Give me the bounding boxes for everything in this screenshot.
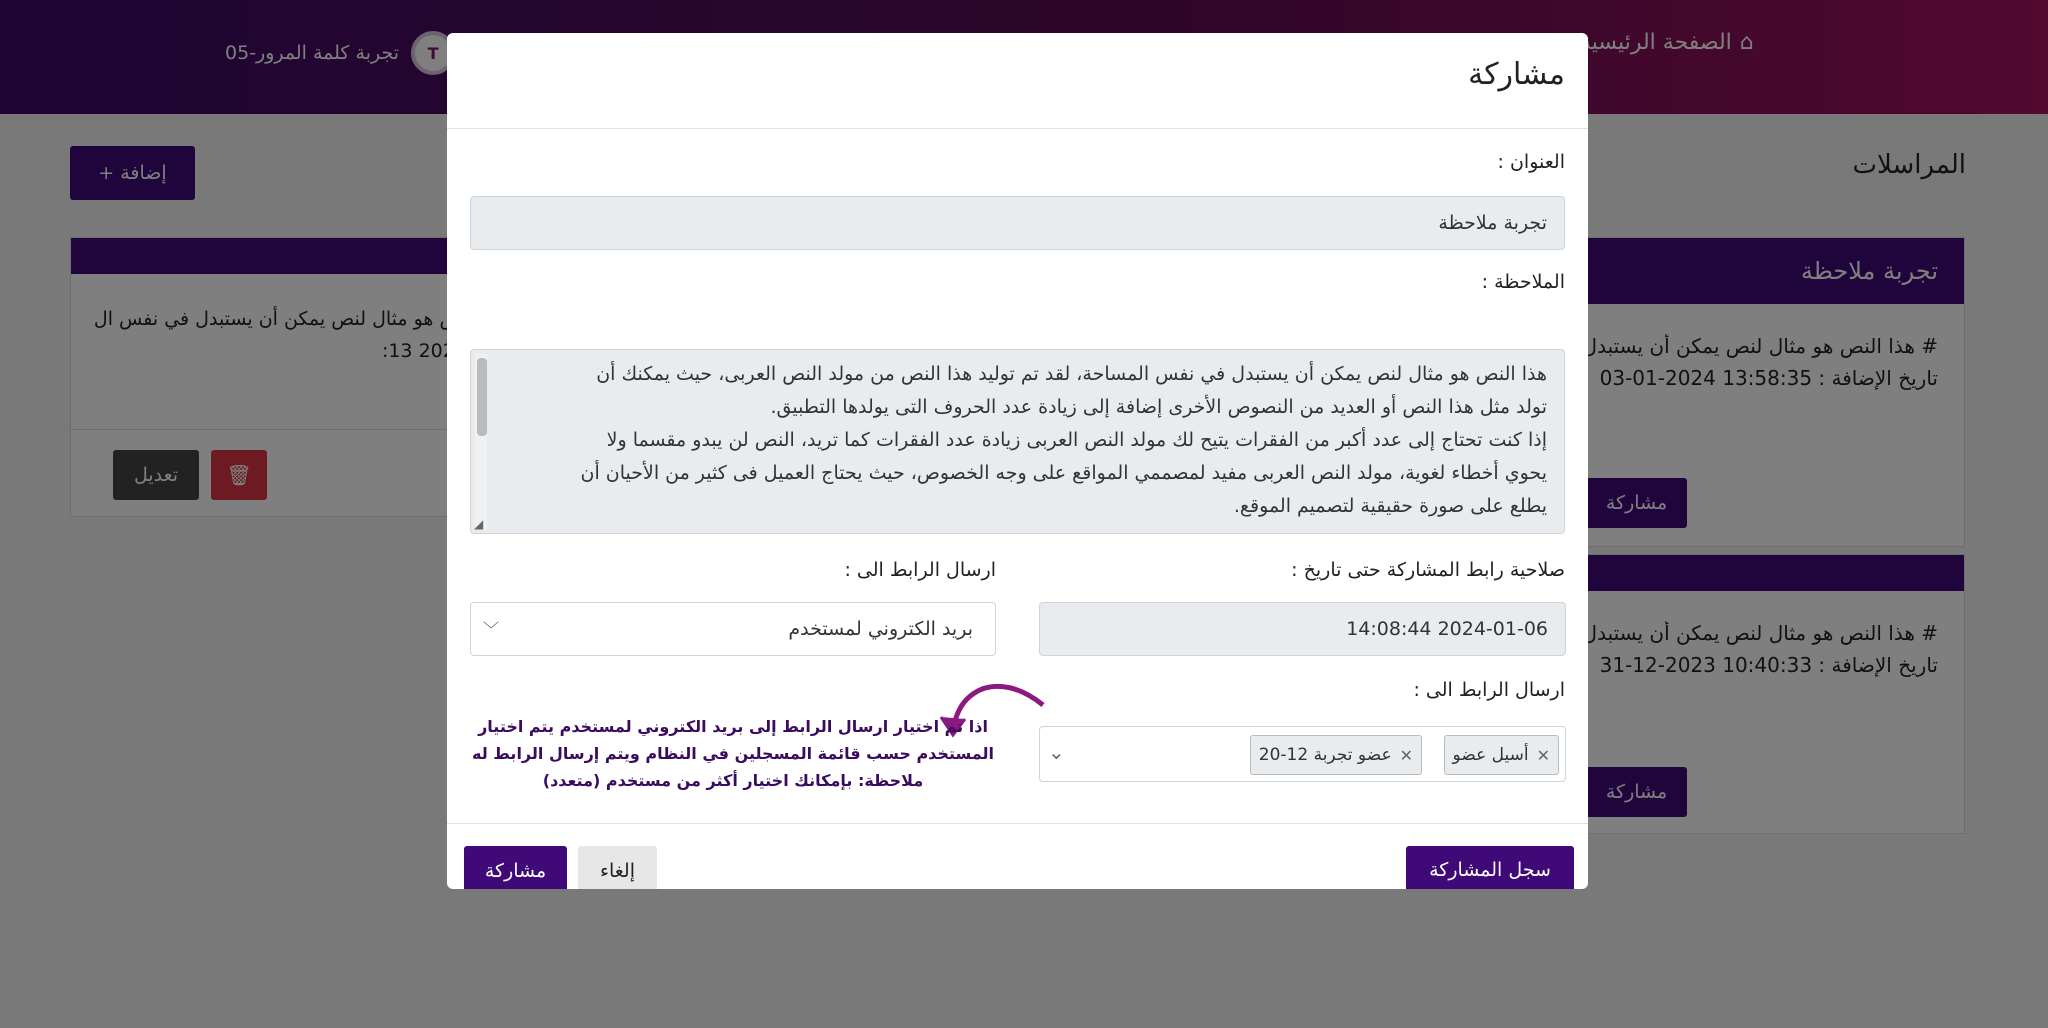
modal-footer <box>447 823 1588 889</box>
title-field: تجربة ملاحظة <box>470 196 1565 250</box>
recipient-tag: ✕ عضو تجربة 12-20 <box>1250 735 1422 775</box>
hint-note: اذا تم اختيار ارسال الرابط إلى بريد الكتروني لمستخدم يتم اختيار المستخدم حسب قائمة المسجلين في النظام ويتم إرسال الرابط له ملاحظة: بإمكانك اختيار أكثر من مستخدم (متعدد) <box>472 717 994 790</box>
send-to-label: ارسال الرابط الى : <box>844 559 996 581</box>
send-to-select[interactable] <box>470 602 996 656</box>
note-label: الملاحظة : <box>1481 271 1565 293</box>
modal-header <box>447 33 1588 129</box>
title-label: العنوان : <box>1497 151 1565 173</box>
share-modal <box>447 33 1588 889</box>
scrollbar-thumb[interactable] <box>477 358 487 436</box>
chevron-down-icon: ﹀ <box>483 620 500 639</box>
recipients-label: ارسال الرابط الى : <box>1413 679 1565 701</box>
validity-label: صلاحية رابط المشاركة حتى تاريخ : <box>1291 559 1565 581</box>
recipients-multiselect[interactable] <box>1039 726 1566 782</box>
recipient-tag: ✕ أسيل عضو <box>1444 735 1559 775</box>
modal-body <box>447 129 1588 823</box>
share-log-button[interactable]: سجل المشاركة <box>1406 846 1574 889</box>
validity-date-input[interactable]: 2024-01-06 14:08:44 <box>1039 602 1566 656</box>
remove-tag-icon[interactable]: ✕ <box>1536 745 1550 765</box>
remove-tag-icon[interactable]: ✕ <box>1399 745 1413 765</box>
chevron-down-icon[interactable]: ⌄ <box>1048 740 1065 764</box>
cancel-button[interactable]: إلغاء <box>578 846 657 889</box>
modal-title: مشاركة <box>1468 57 1565 92</box>
note-text: هذا النص هو مثال لنص يمكن أن يستبدل في نفس المساحة، لقد تم توليد هذا النص من مولد النص العربى، حيث يمكنك أن تولد مثل هذا النص أو العديد من النصوص الأخرى إضافة إلى زيادة عدد الحروف التى يولدها التطبيق. إذا كنت تحتاج إلى عدد أكبر من الفقرات يتيح لك مولد النص العربى زيادة عدد الفقرات كما تريد، النص لن يبدو مقسما ولا يحوي أخطاء لغوية، مولد النص العربى مفيد لمصممي المواقع على وجه الخصوص، حيث يحتاج العميل فى كثير من الأحيان أن يطلع على صورة حقيقية لتصميم الموقع. <box>580 363 1547 517</box>
share-submit-button[interactable]: مشاركة <box>464 846 567 889</box>
send-to-value: بريد الكتروني لمستخدم <box>788 618 973 640</box>
resize-handle-icon[interactable]: ◢ <box>474 517 484 531</box>
note-textarea[interactable] <box>470 349 1565 534</box>
